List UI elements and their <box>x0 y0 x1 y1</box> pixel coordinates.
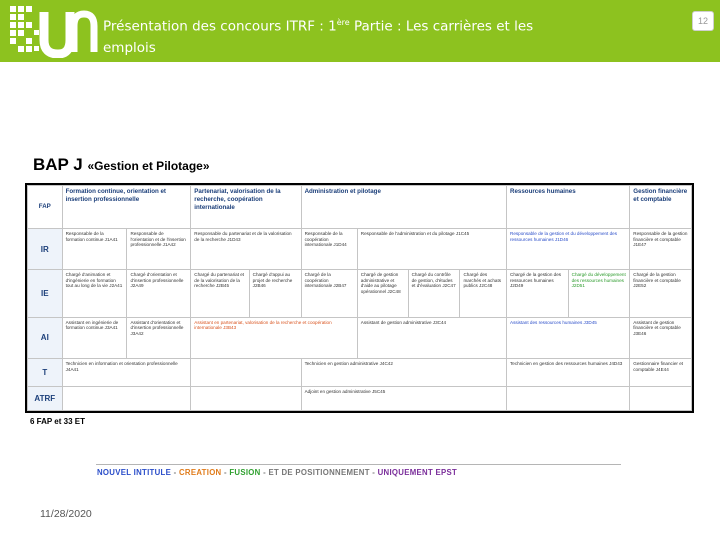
level-ir: IR <box>28 229 63 270</box>
legend-nouvel-intitule: NOUVEL INTITULE <box>97 468 172 477</box>
table-cell: Chargé du contrôle de gestion, d'études et d'évaluation J2C47 <box>408 270 460 318</box>
header-band <box>0 0 720 62</box>
legend-uniquement-epst: UNIQUEMENT EPST <box>377 468 458 477</box>
table-cell <box>507 387 630 411</box>
header-gestion: Gestion financière et comptable <box>630 186 692 229</box>
bap-j-table <box>25 183 694 413</box>
legend-separator: - <box>221 468 230 477</box>
table-cell: Responsable de l'administration et du pilotage J1C45 <box>357 229 506 270</box>
level-ie: IE <box>28 270 63 318</box>
table-row <box>28 387 692 411</box>
legend-separator: - <box>260 468 269 477</box>
table-row <box>28 317 692 358</box>
level-t: T <box>28 359 63 387</box>
table-row <box>28 186 692 229</box>
legend-positionnement: ET DE POSITIONNEMENT <box>268 468 370 477</box>
table-row <box>28 229 692 270</box>
table-cell <box>630 387 692 411</box>
bap-heading <box>33 155 210 175</box>
header-administration: Administration et pilotage <box>301 186 506 229</box>
color-legend <box>97 468 457 477</box>
table-row <box>28 270 692 318</box>
table-cell: Chargé de la gestion financière et comptable J2E52 <box>630 270 692 318</box>
table-cell: Chargé de gestion administrative et d'aide au pilotage opérationnel J2C48 <box>357 270 408 318</box>
table-cell: Chargé du partenariat et de la valorisation de la recherche J2B45 <box>191 270 249 318</box>
table-cell: Assistant en partenariat, valorisation de la recherche et coopération internationale J3B43 <box>191 317 358 358</box>
legend-creation: CREATION <box>178 468 222 477</box>
table-cell: Responsable de la gestion et du développement des ressources humaines J1D46 <box>507 229 630 270</box>
table-cell: Assistant en ingénierie de formation continue J3A41 <box>62 317 127 358</box>
page-number: 12 <box>692 11 714 31</box>
header-formation: Formation continue, orientation et insertion professionnelle <box>62 186 191 229</box>
table-cell: Responsable de l'orientation et de l'insertion professionnelle J1A42 <box>127 229 191 270</box>
table-cell <box>191 387 301 411</box>
table-cell: Adjoint en gestion administrative J5C45 <box>301 387 506 411</box>
table-cell: Assistant des ressources humaines J3D45 <box>507 317 630 358</box>
table-cell: Technicien en gestion administrative J4C42 <box>301 359 506 387</box>
level-ai: AI <box>28 317 63 358</box>
table-cell: Chargé de la coopération internationale J2B47 <box>301 270 357 318</box>
fap-count-note: 6 FAP et 33 ET <box>30 417 85 426</box>
table-cell <box>62 387 191 411</box>
slide-title: Présentation des concours ITRF : 1ère Partie : Les carrières et les emplois <box>103 18 534 56</box>
bap-subtitle: «Gestion et Pilotage» <box>87 159 210 173</box>
table-cell: Responsable de la formation continue J1A41 <box>62 229 127 270</box>
table-cell: Assistant de gestion administrative J3C44 <box>357 317 506 358</box>
table-cell: Technicien en gestion des ressources humaines J4D43 <box>507 359 630 387</box>
table-cell: Technicien en information et orientation professionnelle J4A41 <box>62 359 191 387</box>
table-cell: Responsable de la coopération internationale J1D44 <box>301 229 357 270</box>
table-cell: Chargé d'orientation et d'insertion professionnelle J2A49 <box>127 270 191 318</box>
table-cell: Assistant de gestion financière et comptable J3E46 <box>630 317 692 358</box>
legend-separator: - <box>171 468 179 477</box>
header-rh: Ressources humaines <box>507 186 630 229</box>
table-cell: Chargé des marchés et achats publics J2C48 <box>460 270 507 318</box>
slide-date: 11/28/2020 <box>40 508 92 520</box>
table-cell: Chargé du développement des ressources humaines J2D51 <box>568 270 630 318</box>
university-logo-icon <box>8 4 98 58</box>
legend-separator: - <box>369 468 378 477</box>
table-cell <box>191 359 301 387</box>
table-cell: Responsable du partenariat et de la valorisation de la recherche J1D43 <box>191 229 301 270</box>
bap-code: BAP J <box>33 155 83 174</box>
table-cell: Assistant d'orientation et d'insertion professionnelle J3A42 <box>127 317 191 358</box>
header-fap: FAP <box>28 186 63 229</box>
table-row <box>28 359 692 387</box>
legend-divider <box>96 464 621 465</box>
header-partenariat: Partenariat, valorisation de la recherche, coopération internationale <box>191 186 301 229</box>
table-cell: Gestionnaire financier et comptable J4E44 <box>630 359 692 387</box>
legend-fusion: FUSION <box>229 468 261 477</box>
level-atrf: ATRF <box>28 387 63 411</box>
table-cell: Chargé de la gestion des ressources humaines J2D49 <box>507 270 569 318</box>
table-cell: Chargé d'appui au projet de recherche J2B46 <box>249 270 301 318</box>
table-cell: Responsable de la gestion financière et comptable J1E47 <box>630 229 692 270</box>
table-cell: Chargé d'animation et d'ingénierie en formation tout au long de la vie J2A41 <box>62 270 127 318</box>
